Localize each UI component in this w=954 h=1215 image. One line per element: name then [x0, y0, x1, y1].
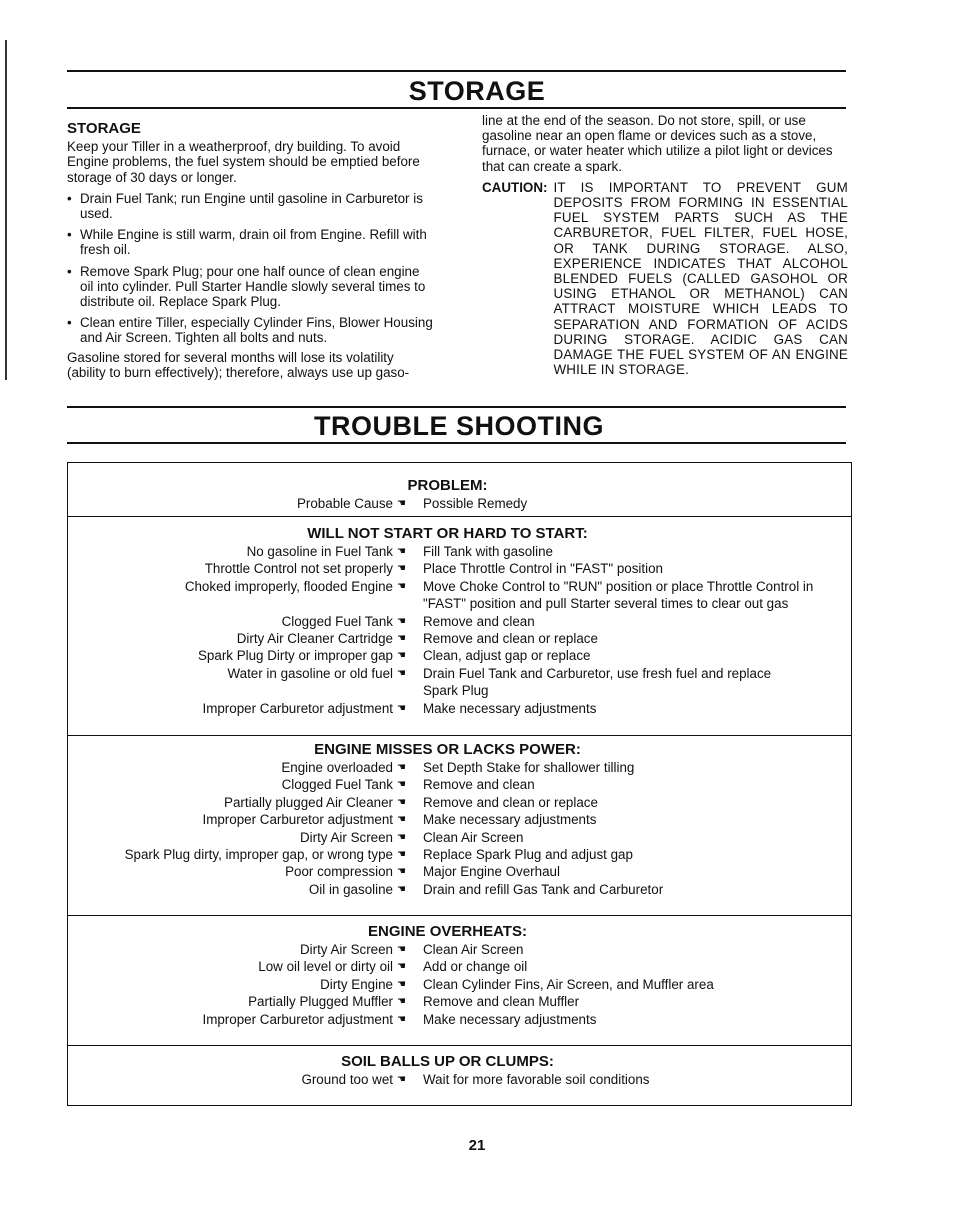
table-row [68, 829, 851, 846]
remedy-text: Remove and clean or replace [423, 631, 598, 647]
cause-text: Spark Plug dirty, improper gap, or wrong type [124, 847, 393, 863]
cause-text: Improper Carburetor adjustment [202, 700, 393, 716]
pointing-hand-icon: ☚ [397, 831, 406, 843]
remedy-text: Remove and clean or replace [423, 794, 598, 810]
cause-text: Engine overloaded [281, 760, 393, 775]
cause-text: Partially Plugged Muffler [248, 994, 393, 1010]
table-header [68, 477, 851, 512]
cause-text: Clogged Fuel Tank [281, 613, 393, 629]
cause-text: Low oil level or dirty oil [258, 959, 393, 975]
section-title: WILL NOT START OR HARD TO START: [307, 525, 588, 542]
trouble-title: TROUBLE SHOOTING [314, 411, 604, 441]
table-row [68, 543, 851, 560]
pointing-hand-icon: ☚ [397, 796, 406, 808]
table-row [68, 1011, 851, 1028]
pointing-hand-icon: ☚ [397, 580, 406, 592]
storage-right-column [482, 113, 848, 377]
remedy-text: Drain Fuel Tank and Carburetor, use fresh fuel and replace Spark Plug [423, 665, 772, 699]
storage-title: STORAGE [408, 76, 546, 106]
remedy-text: Make necessary adjustments [423, 700, 597, 716]
section-will-not-start [68, 525, 851, 717]
cause-text: Choked improperly, flooded Engine [184, 578, 393, 594]
pointing-hand-icon: ☚ [397, 961, 406, 973]
remedy-text: Make necessary adjustments [423, 1011, 597, 1027]
remedy-text: Make necessary adjustments [423, 812, 597, 828]
remedy-text: Clean Air Screen [423, 829, 524, 845]
storage-top-rule [67, 70, 846, 72]
problem-heading: PROBLEM: [407, 477, 488, 494]
cause-text: Ground too wet [301, 1072, 393, 1087]
trouble-top-rule [67, 406, 846, 408]
table-row [68, 863, 851, 880]
table-row [68, 700, 851, 717]
table-row [68, 647, 851, 664]
table-row [68, 613, 851, 630]
table-row [68, 759, 851, 776]
storage-subheading: STORAGE [67, 120, 141, 137]
cause-text: Improper Carburetor adjustment [202, 1011, 393, 1027]
pointing-hand-icon: ☚ [397, 563, 406, 575]
storage-bullet: • While Engine is still warm, drain oil from Engine. Refill with fresh oil. [67, 227, 433, 257]
pointing-hand-icon: ☚ [397, 866, 406, 878]
cause-text: Spark Plug Dirty or improper gap [198, 648, 393, 664]
cause-text: Partially plugged Air Cleaner [224, 794, 393, 810]
table-row [68, 630, 851, 647]
caution-text: IT IS IMPORTANT TO PREVENT GUM DEPOSITS FROM FORMING IN ESSENTIAL FUEL SYSTEM PARTS SUCH AS THE CARBURETOR, FUEL FILTER, FUEL HOSE, OR TANK DURING STORAGE. ALSO, EXPERIENCE INDICATES THAT ALCOHOL BLENDED FUELS (CALLED GASOHOL OR USING ETHANOL OR METHANOL) CAN ATTRACT MOISTURE WHICH LEADS TO SEPARATION AND FORMATION OF ACIDS DURING STORAGE. ACIDIC GAS CAN DAMAGE THE FUEL SYSTEM OF AN ENGINE WHILE IN STORAGE. [553, 179, 848, 378]
storage-bullet: • Drain Fuel Tank; run Engine until gasoline in Carburetor is used. [67, 191, 433, 221]
table-row [68, 846, 851, 863]
table-row [68, 976, 851, 993]
remedy-text: Place Throttle Control in "FAST" position [423, 561, 663, 577]
section-title: ENGINE OVERHEATS: [368, 923, 527, 940]
cause-text: Water in gasoline or old fuel [227, 665, 393, 681]
pointing-hand-icon: ☚ [397, 779, 406, 791]
pointing-hand-icon: ☚ [397, 615, 406, 627]
pointing-hand-icon: ☚ [397, 650, 406, 662]
pointing-hand-icon: ☚ [397, 546, 406, 557]
table-row [68, 881, 851, 898]
pointing-hand-icon: ☚ [397, 849, 406, 861]
remedy-text: Clean Air Screen [423, 942, 524, 957]
remedy-text: Set Depth Stake for shallower tilling [423, 760, 635, 775]
gasoline-note-part-a: Gasoline stored for several months will lose its volatility (ability to burn effectively); therefore, always use up gaso- [67, 349, 410, 380]
remedy-text: Drain and refill Gas Tank and Carburetor [423, 881, 664, 897]
pointing-hand-icon: ☚ [397, 978, 406, 990]
table-row [68, 993, 851, 1010]
pointing-hand-icon: ☚ [397, 667, 406, 679]
troubleshooting-table [67, 462, 852, 1106]
remedy-text: Remove and clean Muffler [423, 994, 580, 1010]
section-soil-balls [68, 1053, 851, 1088]
section-divider [67, 1045, 852, 1046]
remedy-text: Add or change oil [423, 959, 528, 975]
possible-remedy-label: Possible Remedy [423, 496, 528, 511]
pointing-hand-icon: ☚ [397, 762, 406, 773]
cause-text: No gasoline in Fuel Tank [246, 544, 393, 559]
pointing-hand-icon: ☚ [397, 1013, 406, 1025]
caution-label: CAUTION: [482, 179, 548, 195]
section-engine-overheats [68, 923, 851, 1028]
remedy-text: Remove and clean [423, 613, 535, 629]
storage-bullet: • Clean entire Tiller, especially Cylinder Fins, Blower Housing and Air Screen. Tighten all bolts and nuts. [67, 315, 433, 345]
table-row [68, 941, 851, 958]
pointing-hand-icon: ☚ [397, 633, 406, 645]
table-row [68, 578, 851, 613]
cause-text: Poor compression [285, 864, 393, 880]
page-number: 21 [468, 1137, 486, 1154]
remedy-text: Clean Cylinder Fins, Air Screen, and Muffler area [423, 976, 714, 992]
storage-bullet-list [67, 191, 433, 346]
header-row [68, 495, 851, 512]
storage-left-column [67, 121, 433, 386]
section-divider [67, 735, 852, 736]
table-row [68, 1071, 851, 1088]
storage-intro: Keep your Tiller in a weatherproof, dry building. To avoid Engine problems, the fuel system should be emptied before storage of 30 days or longer. [67, 139, 420, 185]
table-row [68, 958, 851, 975]
remedy-text: Fill Tank with gasoline [423, 544, 554, 559]
cause-text: Throttle Control not set properly [204, 561, 393, 577]
section-title: SOIL BALLS UP OR CLUMPS: [341, 1053, 554, 1070]
trouble-bottom-rule [67, 442, 846, 444]
table-row [68, 811, 851, 828]
section-divider [67, 915, 852, 916]
table-row [68, 776, 851, 793]
probable-cause-label: Probable Cause [296, 496, 393, 511]
table-row [68, 665, 851, 700]
cause-text: Oil in gasoline [308, 881, 393, 897]
cause-text: Dirty Air Cleaner Cartridge [236, 631, 393, 647]
cause-text: Improper Carburetor adjustment [202, 812, 393, 828]
section-engine-misses [68, 741, 851, 898]
caution-block [482, 180, 848, 378]
cause-text: Dirty Air Screen [299, 829, 393, 845]
remedy-text: Wait for more favorable soil conditions [423, 1072, 650, 1087]
pointing-hand-icon: ☚ [397, 996, 406, 1008]
storage-bottom-rule [67, 107, 846, 109]
table-row [68, 794, 851, 811]
pointing-hand-icon: ☚ [397, 944, 406, 955]
remedy-text: Move Choke Control to "RUN" position or place Throttle Control in "FAST" position and pull Starter several times to clear out gas [423, 578, 814, 612]
pointing-hand-icon: ☚ [397, 1074, 406, 1085]
pointing-hand-icon: ☚ [397, 702, 406, 714]
remedy-text: Major Engine Overhaul [423, 864, 560, 880]
pointing-hand-icon: ☚ [397, 814, 406, 826]
pointing-hand-icon: ☚ [397, 883, 406, 895]
remedy-text: Remove and clean [423, 777, 535, 793]
cause-text: Dirty Air Screen [299, 942, 393, 957]
section-divider [67, 516, 852, 517]
remedy-text: Replace Spark Plug and adjust gap [423, 847, 633, 863]
storage-bullet: • Remove Spark Plug; pour one half ounce of clean engine oil into cylinder. Pull Starter Handle slowly several times to distribute oil. Replace Spark Plug. [67, 264, 433, 310]
section-title: ENGINE MISSES OR LACKS POWER: [314, 741, 581, 758]
remedy-text: Clean, adjust gap or replace [423, 648, 591, 664]
cause-text: Dirty Engine [320, 976, 393, 992]
pointing-hand-icon: ☚ [397, 498, 406, 509]
gasoline-note-part-b: line at the end of the season. Do not store, spill, or use gasoline near an open flame or devices such as a stove, furnace, or water heater which utilize a pilot light or devices that can create a spark. [482, 113, 833, 174]
cause-text: Clogged Fuel Tank [281, 777, 393, 793]
table-row [68, 560, 851, 577]
